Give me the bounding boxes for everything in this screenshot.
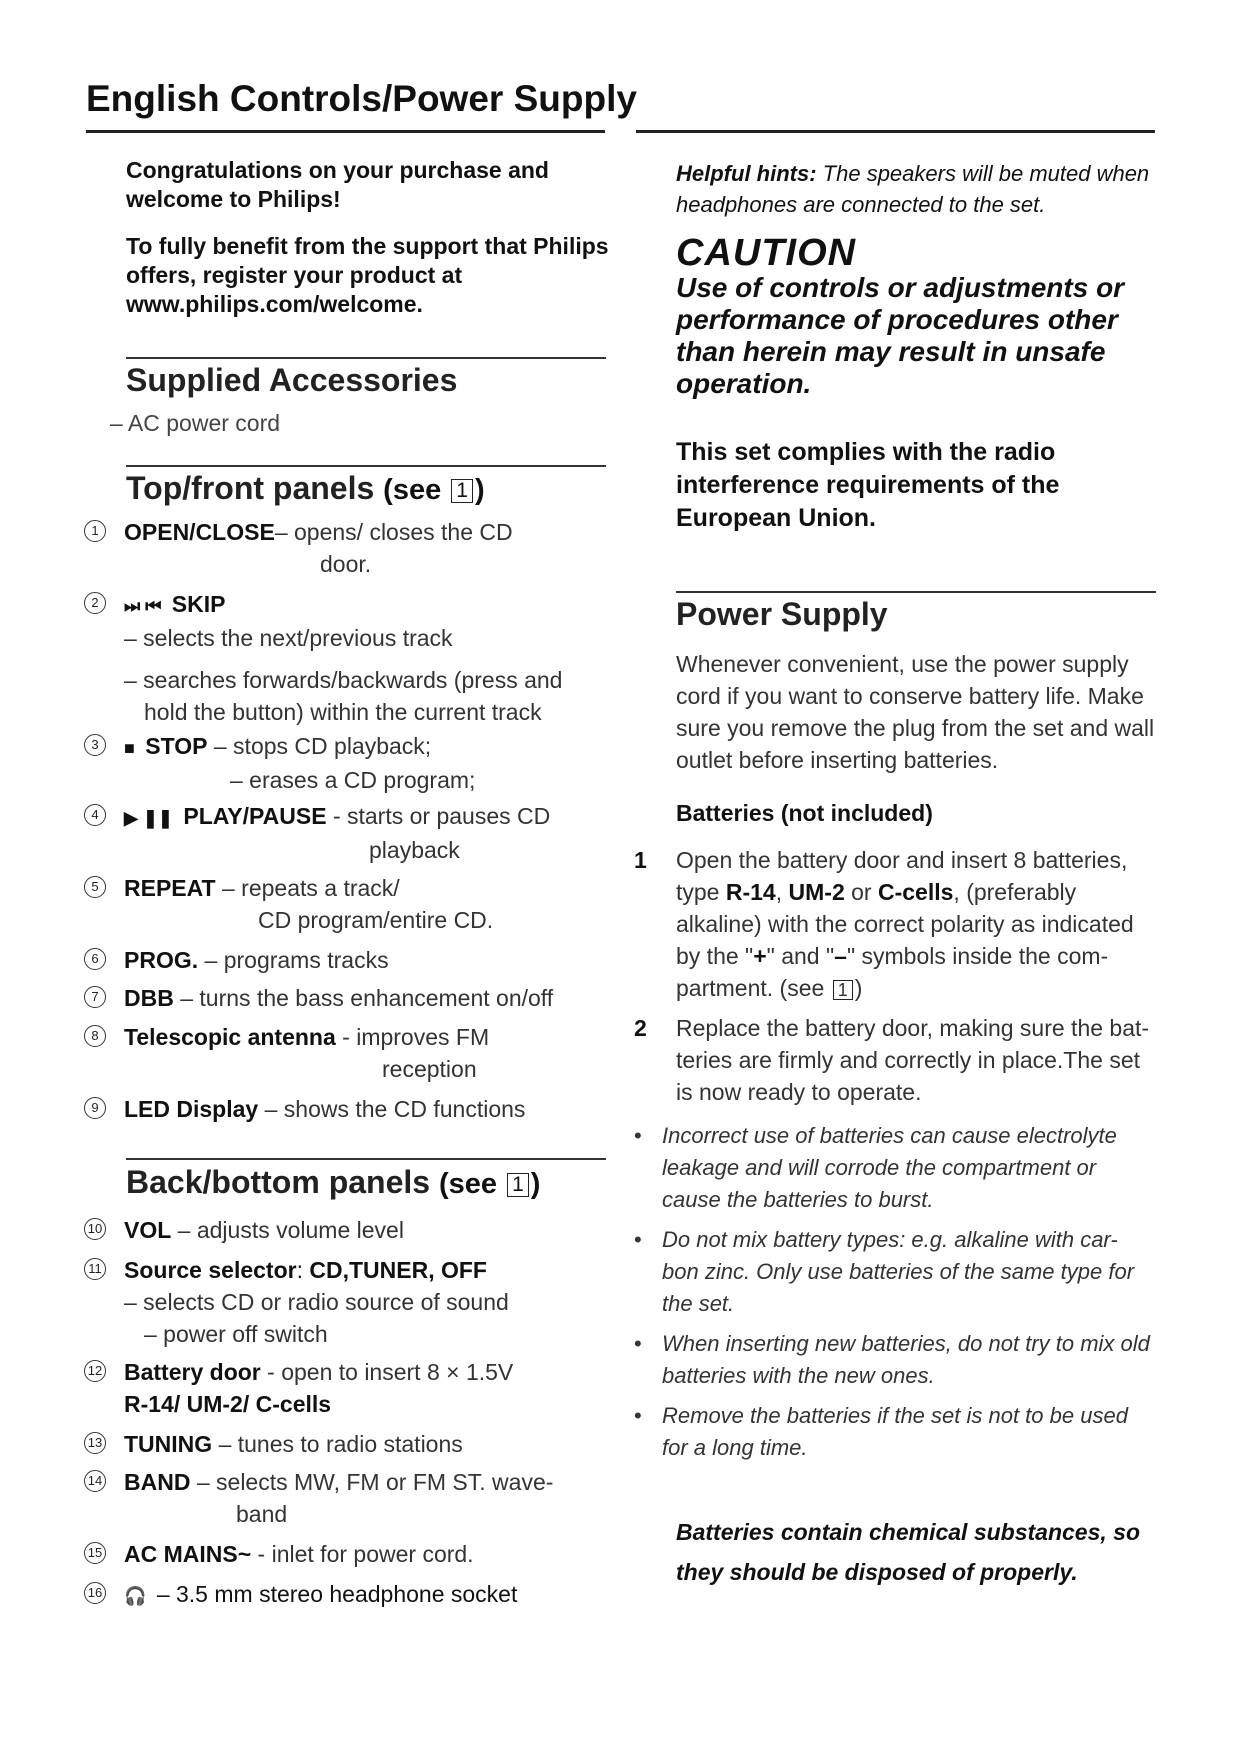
figure-ref: 1 (507, 1173, 529, 1197)
item-desc-2: – power off switch (144, 1321, 328, 1347)
item-desc: – turns the bass enhancement on/off (180, 985, 554, 1011)
accessory-item: – AC power cord (110, 410, 281, 436)
item-number: 15 (84, 1542, 106, 1564)
item-desc-2: CD program/entire CD. (258, 907, 494, 933)
item-number: 2 (84, 592, 106, 614)
item-label: Source selector (124, 1257, 297, 1283)
back-panels-title: Back/bottom panels (126, 1164, 431, 1200)
disposal-warning: Batteries contain chemical substances, so they should be disposed of properly. (676, 1519, 1141, 1585)
item-desc-2: reception (382, 1056, 477, 1082)
item-desc: - starts or pauses CD (332, 803, 551, 829)
item-label: Telescopic antenna (124, 1024, 336, 1050)
skip-icon: ⏭ ⏮ (124, 596, 162, 616)
bullet-text: When inserting new batteries, do not try to mix old batteries with the new ones. (662, 1331, 1150, 1388)
batteries-heading: Batteries (not included) (676, 800, 933, 826)
figure-ref: 1 (451, 479, 473, 503)
battery-type: R-14 (725, 879, 776, 905)
step-number: 1 (634, 847, 647, 873)
see-label: (see (438, 1168, 497, 1200)
item-label: DBB (124, 985, 174, 1011)
play-pause-icon: ▶ ❚❚ (124, 808, 174, 828)
item-desc-2: band (236, 1501, 288, 1527)
item-desc: – tunes to radio stations (218, 1431, 463, 1457)
item-number: 5 (84, 876, 106, 898)
section-divider (126, 465, 606, 467)
item-desc-2: – erases a CD program; (230, 767, 476, 793)
step-text: Open the battery door and insert 8 batteries, type (676, 847, 1128, 905)
section-divider (676, 591, 1156, 593)
item-number: 9 (84, 1097, 106, 1119)
bullet-text: Incorrect use of batteries can cause electrolyte leakage and will corrode the compartment or cause the batteries to burst. (662, 1123, 1117, 1212)
item-number: 1 (84, 520, 106, 542)
accessories-heading: Supplied Accessories (126, 362, 458, 398)
bullet-mark: • (634, 1123, 642, 1148)
caution-text: Use of controls or adjustments or performance of procedures other than herein may result in unsafe operation. (676, 272, 1125, 399)
item-label: BAND (124, 1469, 191, 1495)
hint-text: The speakers will be muted when headphones are connected to the set. (676, 161, 1150, 217)
item-desc-2: – searches forwards/backwards (press and (124, 667, 563, 693)
item-number: 16 (84, 1582, 106, 1604)
bullet-mark: • (634, 1227, 642, 1252)
item-label: VOL (124, 1217, 172, 1243)
see-close: ) (474, 474, 485, 506)
item-desc: – selects CD or radio source of sound (124, 1289, 509, 1315)
page-title: English Controls/Power Supply (86, 78, 637, 119)
step-text: ) (854, 975, 863, 1001)
title-rule-right (636, 130, 1155, 133)
caution-title: CAUTION (676, 232, 857, 274)
item-number: 8 (84, 1025, 106, 1047)
item-number: 12 (84, 1360, 106, 1382)
intro-welcome: Congratulations on your purchase and welcome to Philips! (126, 157, 549, 212)
figure-ref: 1 (833, 980, 853, 1000)
item-label: SKIP (171, 591, 226, 617)
see-ref (383, 474, 484, 506)
section-divider (126, 1158, 606, 1160)
battery-type: C-cells (877, 879, 954, 905)
item-number: 10 (84, 1218, 106, 1240)
step-text: or (844, 879, 878, 905)
item-number: 7 (84, 986, 106, 1008)
item-desc: – repeats a track/ (221, 875, 400, 901)
item-desc: – selects the next/previous track (124, 625, 453, 651)
power-supply-text: Whenever convenient, use the power supply cord if you want to conserve battery life. Make sure you remove the plug from the set and wall outlet before inserting batteries. (676, 651, 1155, 773)
item-number: 13 (84, 1432, 106, 1454)
item-label: PLAY/PAUSE (183, 803, 327, 829)
item-desc-3: hold the button) within the current track (144, 699, 542, 725)
hint-label: Helpful hints: (676, 161, 817, 186)
step-number: 2 (634, 1015, 647, 1041)
battery-type: UM-2 (788, 879, 845, 905)
item-number: 4 (84, 804, 106, 826)
bullet-mark: • (634, 1403, 642, 1428)
item-label: STOP (145, 733, 208, 759)
compliance-text: This set complies with the radio interference requirements of the European Union. (676, 438, 1060, 532)
item-label: AC MAINS~ (124, 1541, 252, 1567)
item-desc: - open to insert 8 × 1.5V (267, 1359, 514, 1385)
power-supply-heading: Power Supply (676, 596, 888, 632)
item-number: 6 (84, 948, 106, 970)
step-text: , (preferably alkaline) with the correct polarity as indicated by the " (676, 879, 1134, 969)
see-label: (see (383, 474, 442, 506)
item-desc: – selects MW, FM or FM ST. wave- (196, 1469, 554, 1495)
see-close: ) (530, 1168, 541, 1200)
see-ref (439, 1168, 540, 1200)
item-desc: – 3.5 mm stereo headphone socket (156, 1581, 518, 1607)
item-desc-2: door. (320, 551, 372, 577)
item-desc: – shows the CD functions (264, 1096, 526, 1122)
item-desc: – stops CD playback; (213, 733, 432, 759)
item-desc: - inlet for power cord. (257, 1541, 474, 1567)
back-panels-heading (126, 1164, 540, 1201)
item-desc: – opens/ closes the CD (274, 519, 513, 545)
item-number: 3 (84, 734, 106, 756)
intro-register: To fully benefit from the support that Philips offers, register your product at www.philips.com/welcome. (126, 233, 609, 317)
bullet-text: Remove the batteries if the set is not to be used for a long time. (662, 1403, 1128, 1460)
stop-icon: ■ (124, 738, 135, 758)
title-rule-left (86, 130, 605, 133)
step-text: , (775, 879, 789, 905)
step-text: Replace the battery door, making sure the bat-teries are firmly and correctly in place.The set is now ready to operate. (676, 1015, 1150, 1105)
minus-symbol: – (834, 943, 847, 969)
item-label: LED Display (124, 1096, 259, 1122)
item-label-2: CD,TUNER, OFF (309, 1257, 487, 1283)
item-desc-2: playback (369, 837, 460, 863)
item-label: REPEAT (124, 875, 216, 901)
bullet-text: Do not mix battery types: e.g. alkaline with car-bon zinc. Only use batteries of the same type for the set. (662, 1227, 1135, 1316)
section-divider (126, 357, 606, 359)
item-label: Battery door (124, 1359, 261, 1385)
top-panels-heading (126, 470, 485, 507)
item-label: OPEN/CLOSE (124, 519, 275, 545)
item-label: TUNING (124, 1431, 213, 1457)
top-panels-title: Top/front panels (126, 470, 375, 506)
manual-page: English Controls/Power Supply Congratulations on your purchase and welcome to Philips! To fully benefit from the support that Philips offers, register your product at www.philips.com/welcome. Supplied Accessories – AC power cord Top/front panels (see 1 ) 1 OPEN/CLOSE– opens/ closes the CD door. 2 ⏭ ⏮ SKIP – selects the next/previous track – searches forwards/backwards (press and hold the button) within the current track 3 ■ STOP – stops CD playback; – erases a CD program; 4 ▶ ❚❚ PLAY/PAUSE - starts or pauses CD playback 5 REPEAT – repeats a track/ CD program/entire CD. 6 PROG. – programs tracks 7 DBB – turns the bass enhancement on/off 8 Telescopic antenna - improves FM reception 9 LED Display – shows the CD functions Back/bottom panels (see 1 ) 10 VOL – adjusts volume level 11 Source selector: CD,TUNER, OFF – selects CD or radio source of sound – power off switch 12 Battery door - open to insert 8 × 1.5V R-14/ UM-2/ C-cells 13 TUNING – tunes to radio stations 14 BAND – selects MW, FM or FM ST. wave- band 15 AC MAINS~ - inlet for power cord. 16 🎧 – 3.5 mm stereo headphone socket Helpful hints: The speakers will be muted when headphones are connected to the set. CAUTION Use of controls or adjustments or performance of procedures other than herein may result in unsafe operation. This set complies with the radio interference requirements of the European Union. Power Supply Whenever convenient, use the power supply cord if you want to conserve battery life. Make sure you remove the plug from the set and wall outlet before inserting batteries. Batteries (not included) 1 Open the battery door and insert 8 batteries, type R-14, UM-2 or C-cells, (preferably alkaline) with the correct polarity as indicated by the "+" and "–" symbols inside the com-partment. (see 1 ) 2 Replace the battery door, making sure the bat-teries are firmly and correctly in place.The set is now ready to operate. • Incorrect use of batteries can cause electrolyte leakage and will corrode the compartment or cause the batteries to burst. • Do not mix battery types: e.g. alkaline with car-bon zinc. Only use batteries of the same type for the set. • When inserting new batteries, do not try to mix old batteries with the new ones. • Remove the batteries if the set is not to be used for a long time. Batteries contain chemical substances, so they should be disposed of properly. (0, 0, 1241, 1754)
step-text: " symbols inside the com-partment. (see (676, 943, 1109, 1001)
plus-symbol: + (753, 943, 767, 969)
item-desc: - improves FM (342, 1024, 490, 1050)
headphone-icon: 🎧 (124, 1586, 147, 1606)
helpful-hint (676, 158, 1166, 220)
bullet-mark: • (634, 1331, 642, 1356)
item-number: 14 (84, 1470, 106, 1492)
item-desc: – programs tracks (204, 947, 389, 973)
item-label: PROG. (124, 947, 199, 973)
step-text: " and " (766, 943, 835, 969)
item-desc: – adjusts volume level (177, 1217, 404, 1243)
item-number: 11 (84, 1258, 106, 1280)
item-label-2: R-14/ UM-2/ C-cells (124, 1391, 332, 1417)
